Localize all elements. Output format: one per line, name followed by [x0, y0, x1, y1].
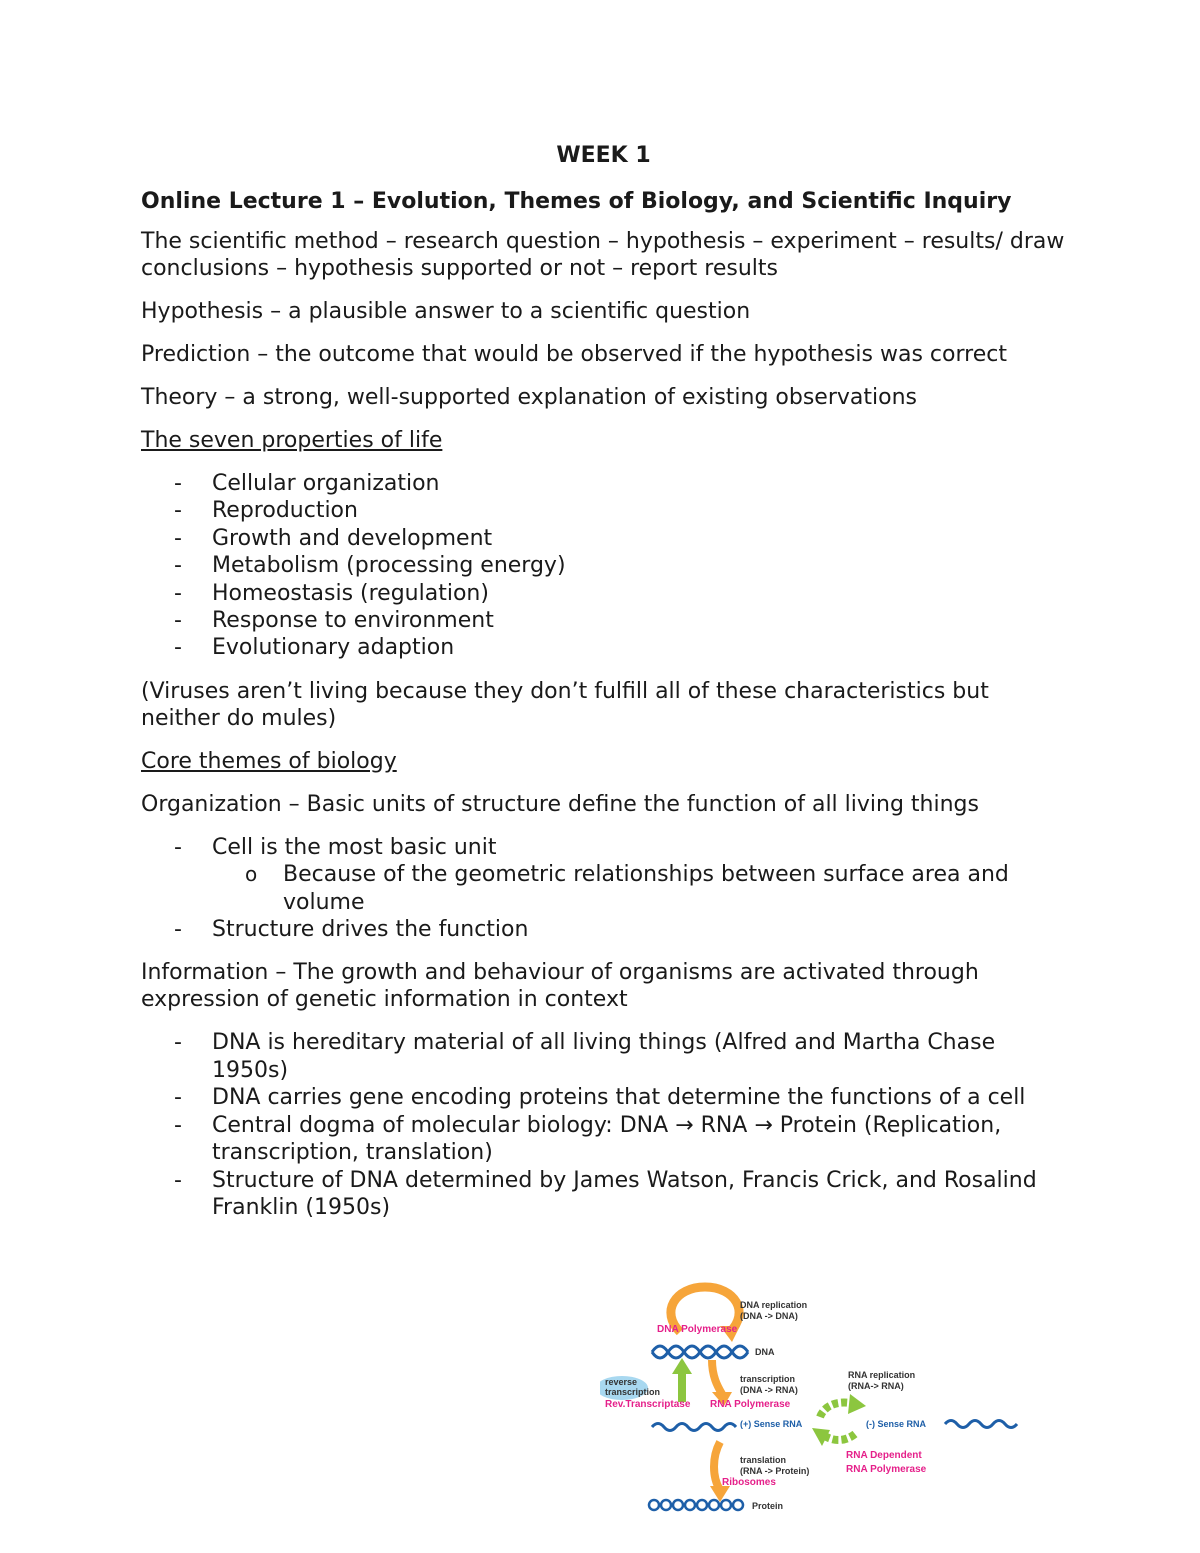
organization-paragraph: Organization – Basic units of structure define the function of all living things [141, 791, 979, 817]
central-dogma-diagram [600, 1282, 1030, 1522]
list-item: - Homeostasis (regulation) [141, 580, 1066, 607]
list-item: - Cellular organization [141, 470, 1066, 497]
transcription-label: transcription [740, 1374, 796, 1384]
sub-list-item: o Because of the geometric relationships between surface area and volume [212, 861, 1066, 916]
document-page [141, 142, 1066, 1237]
protein-beads-icon [649, 1500, 743, 1510]
rev-transcriptase-label: Rev.Transcriptase [605, 1399, 691, 1410]
minus-sense-label: (-) Sense RNA [866, 1419, 927, 1429]
dna-replication-label: DNA replication [740, 1300, 808, 1310]
properties-list [141, 470, 1066, 662]
reverse-transcription-label: transcription [605, 1387, 661, 1397]
information-paragraph: Information – The growth and behaviour of organisms are activated through expression of genetic information in context [141, 960, 979, 1013]
hypothesis-definition: Hypothesis – a plausible answer to a scientific question [141, 299, 751, 324]
dna-label: DNA [755, 1347, 775, 1357]
lecture-title: Online Lecture 1 – Evolution, Themes of Biology, and Scientific Inquiry [141, 189, 1012, 214]
list-item: - Metabolism (processing energy) [141, 552, 1066, 579]
dna-polymerase-label: DNA Polymerase [657, 1324, 738, 1335]
list-item: - Structure of DNA determined by James Watson, Francis Crick, and Rosalind Franklin (1950s) [141, 1167, 1066, 1222]
sub-list [212, 861, 1066, 916]
viruses-note: (Viruses aren’t living because they don’t fulfill all of these characteristics but neither do mules) [141, 678, 989, 731]
organization-list [141, 834, 1066, 944]
translation-label: translation [740, 1455, 787, 1465]
rna-replication-sublabel: (RNA-> RNA) [848, 1381, 904, 1391]
list-item: - Central dogma of molecular biology: DNA → RNA → Protein (Replication, transcription, translation) [141, 1112, 1066, 1167]
list-item: - Structure drives the function [141, 916, 1066, 943]
rna-dependent-label-2: RNA Polymerase [846, 1464, 927, 1475]
prediction-definition: Prediction – the outcome that would be observed if the hypothesis was correct [141, 342, 1007, 367]
list-item: - Reproduction [141, 497, 1066, 524]
dna-helix-icon [652, 1346, 748, 1358]
scientific-method-paragraph: The scientific method – research question – hypothesis – experiment – results/ draw conclusions – hypothesis supported or not – report results [141, 229, 1065, 281]
information-list [141, 1029, 1066, 1221]
page-title: WEEK 1 [556, 143, 651, 168]
list-item-text: Cell is the most basic unit [212, 834, 497, 860]
transcription-sublabel: (DNA -> RNA) [740, 1385, 798, 1395]
list-item: - Growth and development [141, 525, 1066, 552]
dna-replication-sublabel: (DNA -> DNA) [740, 1311, 798, 1321]
rna-replication-label: RNA replication [848, 1370, 916, 1380]
properties-heading: The seven properties of life [141, 428, 443, 453]
minus-sense-rna-strand [945, 1421, 1017, 1428]
list-item: - Evolutionary adaption [141, 634, 1066, 661]
list-item: - DNA carries gene encoding proteins that determine the functions of a cell [141, 1084, 1066, 1111]
theory-definition: Theory – a strong, well-supported explanation of existing observations [141, 385, 917, 410]
plus-sense-label: (+) Sense RNA [740, 1419, 803, 1429]
rna-polymerase-label: RNA Polymerase [710, 1399, 791, 1410]
list-item: - Response to environment [141, 607, 1066, 634]
list-item [141, 834, 1066, 916]
protein-label: Protein [752, 1501, 784, 1511]
rna-dependent-label: RNA Dependent [846, 1450, 922, 1461]
themes-heading: Core themes of biology [141, 748, 397, 774]
translation-sublabel: (RNA -> Protein) [740, 1466, 810, 1476]
ribosomes-label: Ribosomes [722, 1477, 776, 1488]
plus-sense-rna-strand [652, 1424, 736, 1431]
list-item: - DNA is hereditary material of all living things (Alfred and Martha Chase 1950s) [141, 1029, 1066, 1084]
reverse-label: reverse [605, 1377, 638, 1387]
